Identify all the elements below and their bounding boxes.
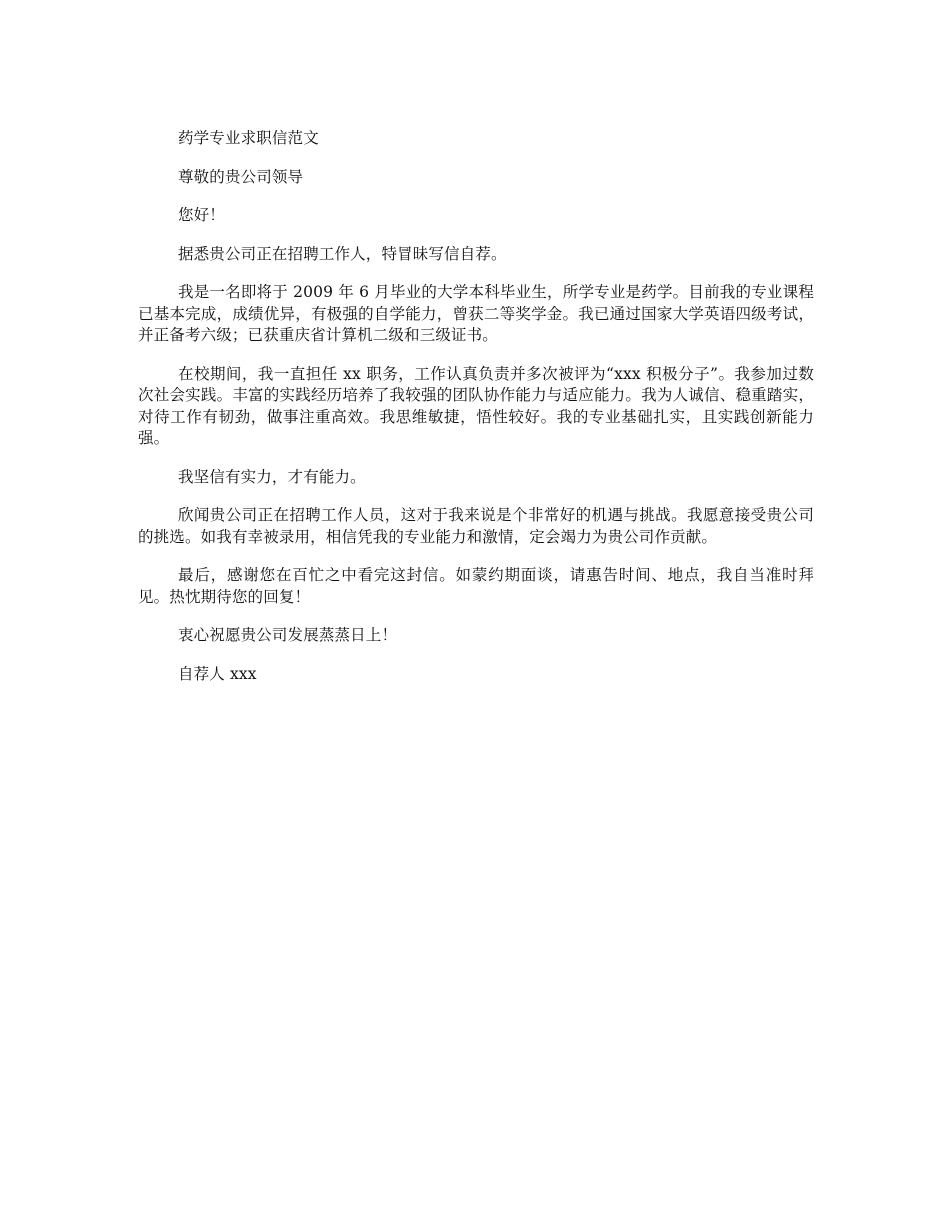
paragraph-intro: 据悉贵公司正在招聘工作人，特冒昧写信自荐。 (178, 244, 507, 263)
document-title: 药学专业求职信范文 (178, 129, 319, 147)
paragraph-opportunity: 欣闻贵公司正在招聘工作人员，这对于我来说是个非常好的机遇与挑战。我愿意接受贵公司的挑选。如我有幸被录用，相信凭我的专业能力和激情，定会竭力为贵公司作贡献。 (138, 506, 814, 546)
salutation: 尊敬的贵公司领导 (178, 167, 304, 186)
paragraph-background: 我是一名即将于 2009 年 6 月毕业的大学本科毕业生，所学专业是药学。目前我的专业课程已基本完成，成绩优异，有极强的自学能力，曾获二等奖学金。我已通过国家大学英语四级考试，并正备考六级；已获重庆省计算机二级和三级证书。 (138, 283, 814, 344)
letter-body (138, 128, 814, 702)
paragraph-wishes: 衷心祝愿贵公司发展蒸蒸日上！ (178, 626, 398, 644)
greeting: 您好！ (178, 206, 225, 224)
paragraph-closing: 最后，感谢您在百忙之中看完这封信。如蒙约期面谈，请惠告时间、地点，我自当准时拜见。热忱期待您的回复！ (138, 566, 814, 606)
paragraph-campus-experience: 在校期间，我一直担任 xx 职务，工作认真负责并多次被评为“xxx 积极分子”。我参加过数次社会实践。丰富的实践经历培养了我较强的团队协作能力与适应能力。我为人诚信、稳重踏实，对待工作有韧劲，做事注重高效。我思维敏捷，悟性较好。我的专业基础扎实，且实践创新能力强。 (138, 364, 814, 447)
paragraph-belief: 我坚信有实力，才有能力。 (178, 467, 366, 486)
signature: 自荐人 xxx (178, 664, 257, 683)
